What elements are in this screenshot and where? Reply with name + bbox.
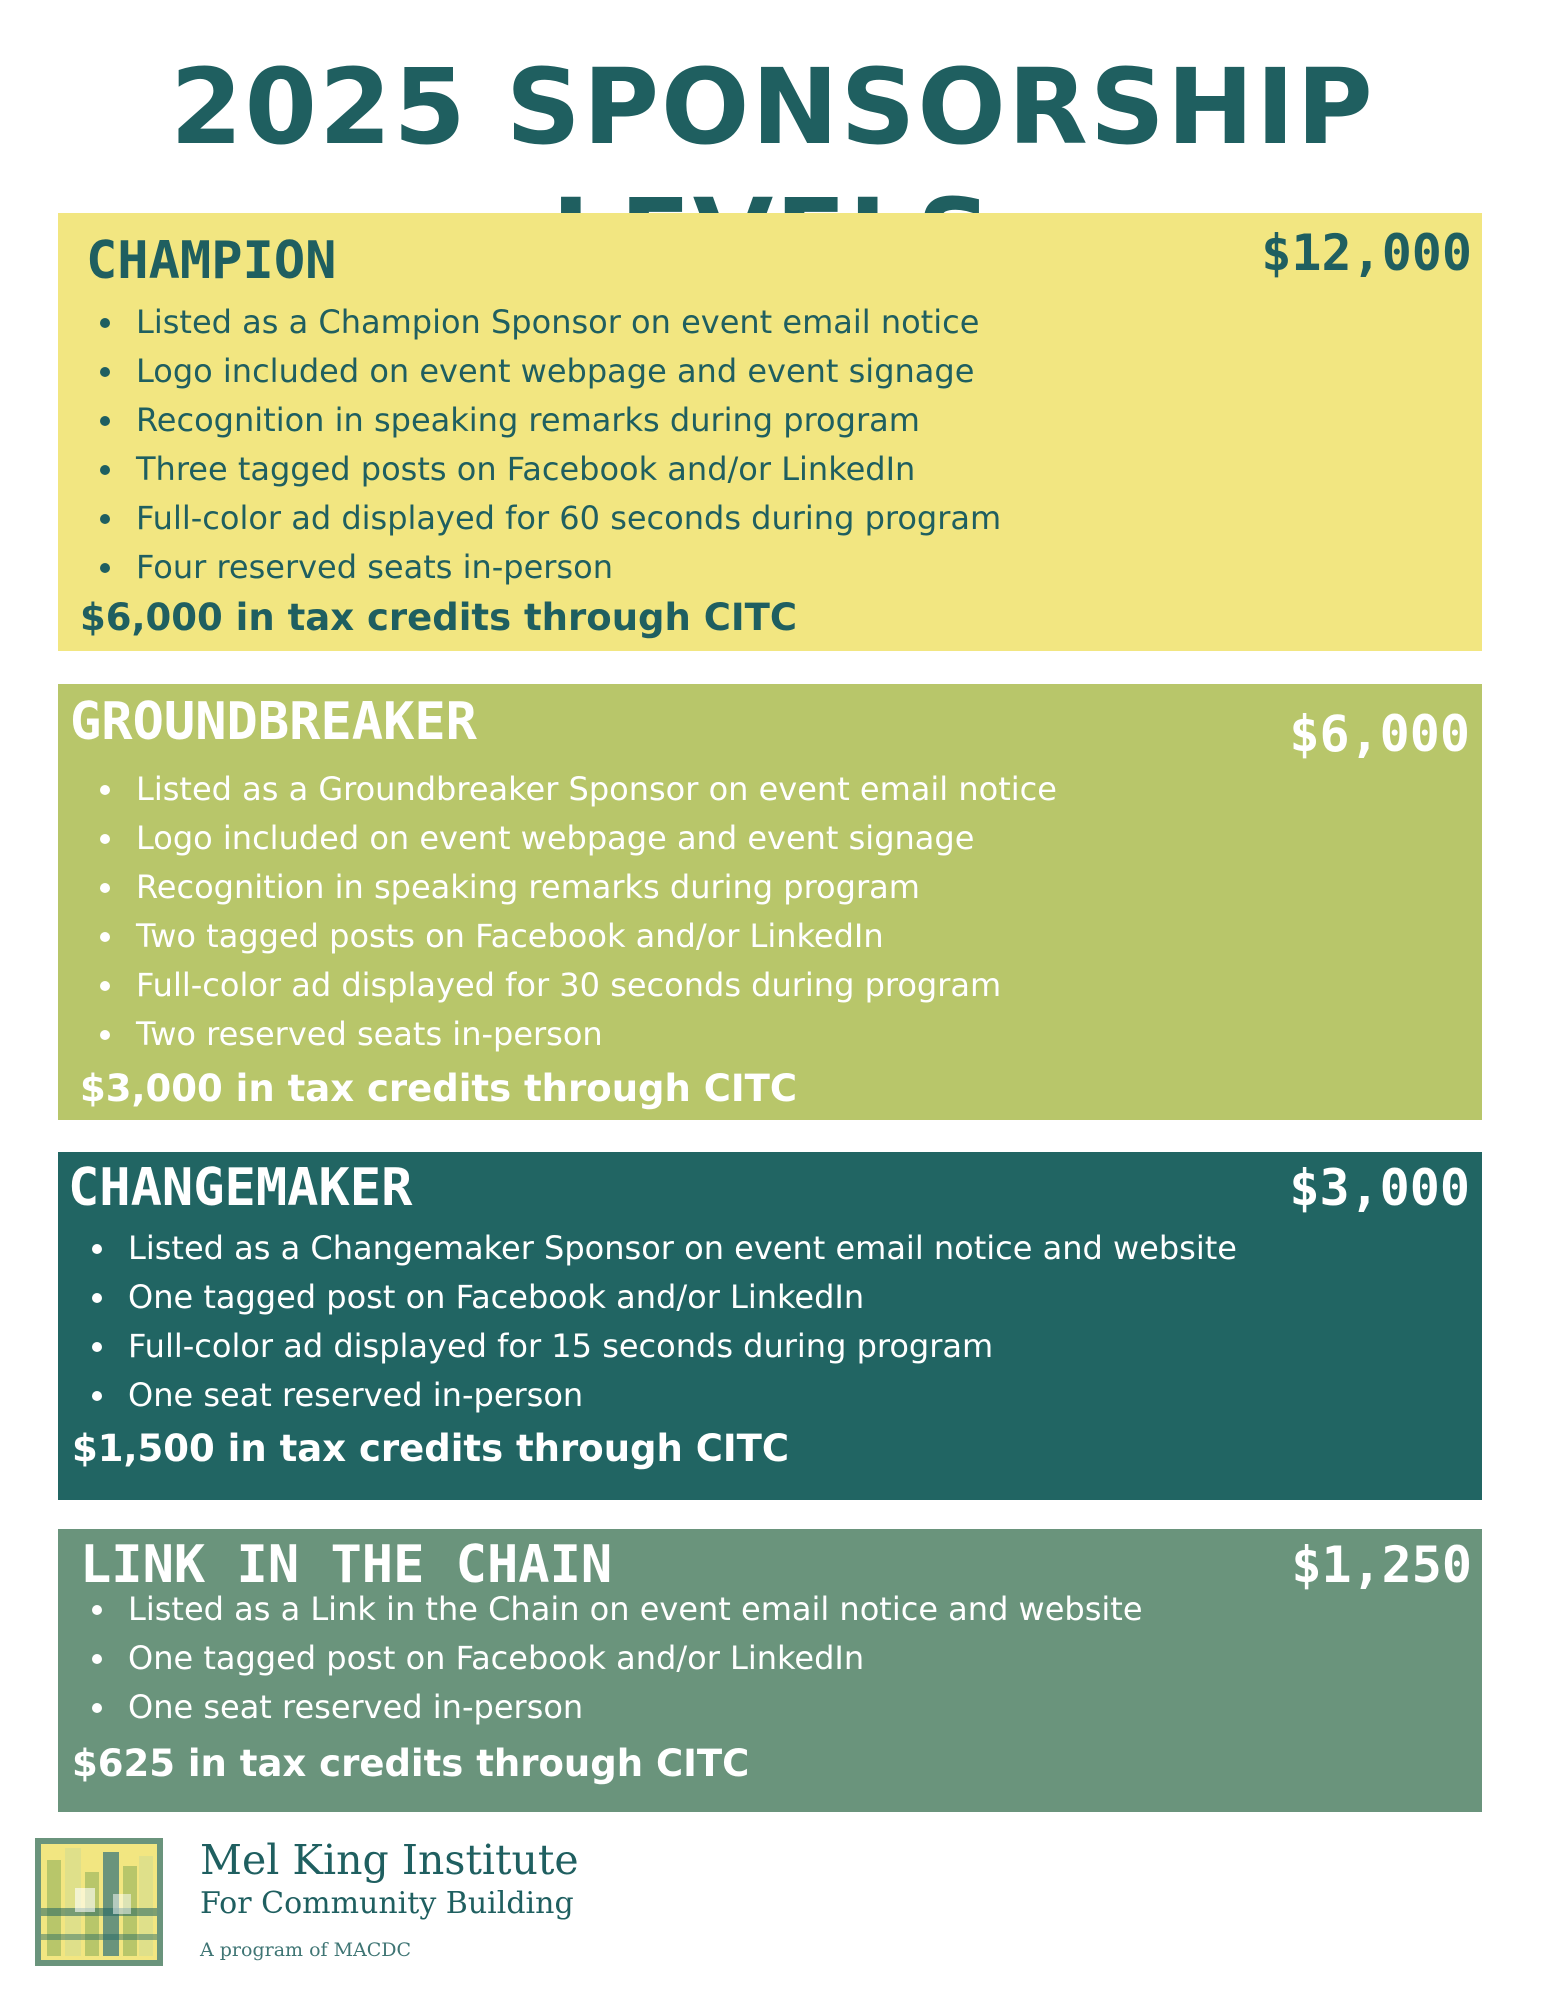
- org-name: Mel King Institute: [200, 1836, 579, 1884]
- tax-credit-note: $625 in tax credits through CITC: [72, 1742, 750, 1785]
- benefit-item: Recognition in speaking remarks during program: [96, 863, 1057, 912]
- mel-king-institute-logo-icon: [35, 1838, 163, 1966]
- org-subtitle: For Community Building: [200, 1886, 574, 1921]
- benefit-item: One tagged post on Facebook and/or LinkedIn: [88, 1634, 1143, 1683]
- tier-name: GROUNDBREAKER: [70, 692, 477, 752]
- tier-groundbreaker: [58, 684, 1482, 1120]
- benefit-item: Listed as a Champion Sponsor on event email notice: [96, 298, 1001, 347]
- benefit-item: Two tagged posts on Facebook and/or LinkedIn: [96, 912, 1057, 961]
- tier-champion: [58, 213, 1482, 651]
- tier-name: CHANGEMAKER: [68, 1158, 413, 1218]
- benefit-list: [88, 1224, 1237, 1420]
- benefit-list: [96, 298, 1001, 592]
- benefit-item: One tagged post on Facebook and/or LinkedIn: [88, 1273, 1237, 1322]
- tier-link-in-the-chain: [58, 1529, 1482, 1812]
- page-title: 2025 SPONSORSHIP: [170, 46, 1375, 168]
- tier-price: $12,000: [1261, 224, 1472, 282]
- benefit-item: Full-color ad displayed for 15 seconds during program: [88, 1322, 1237, 1371]
- tier-name: LINK IN THE CHAIN: [80, 1535, 613, 1595]
- tax-credit-note: $1,500 in tax credits through CITC: [72, 1427, 790, 1470]
- tier-name: CHAMPION: [86, 231, 337, 291]
- tier-price: $3,000: [1289, 1159, 1470, 1217]
- benefit-list: [88, 1585, 1143, 1732]
- benefit-item: Four reserved seats in-person: [96, 543, 1001, 592]
- benefit-item: Two reserved seats in-person: [96, 1010, 1057, 1059]
- tier-price: $6,000: [1289, 705, 1470, 763]
- benefit-item: Listed as a Changemaker Sponsor on event email notice and website: [88, 1224, 1237, 1273]
- benefit-item: Full-color ad displayed for 60 seconds during program: [96, 494, 1001, 543]
- benefit-item: Three tagged posts on Facebook and/or LinkedIn: [96, 445, 1001, 494]
- benefit-item: Full-color ad displayed for 30 seconds during program: [96, 961, 1057, 1010]
- tier-price: $1,250: [1291, 1536, 1472, 1594]
- tax-credit-note: $3,000 in tax credits through CITC: [80, 1067, 798, 1110]
- benefit-item: One seat reserved in-person: [88, 1371, 1237, 1420]
- benefit-item: Logo included on event webpage and event signage: [96, 347, 1001, 396]
- benefit-list: [96, 765, 1057, 1059]
- benefit-item: Listed as a Groundbreaker Sponsor on event email notice: [96, 765, 1057, 814]
- org-program-note: A program of MACDC: [200, 1939, 412, 1961]
- tier-changemaker: [58, 1152, 1482, 1500]
- benefit-item: Logo included on event webpage and event signage: [96, 814, 1057, 863]
- benefit-item: One seat reserved in-person: [88, 1683, 1143, 1732]
- tax-credit-note: $6,000 in tax credits through CITC: [80, 596, 798, 639]
- benefit-item: Listed as a Link in the Chain on event email notice and website: [88, 1585, 1143, 1634]
- benefit-item: Recognition in speaking remarks during program: [96, 396, 1001, 445]
